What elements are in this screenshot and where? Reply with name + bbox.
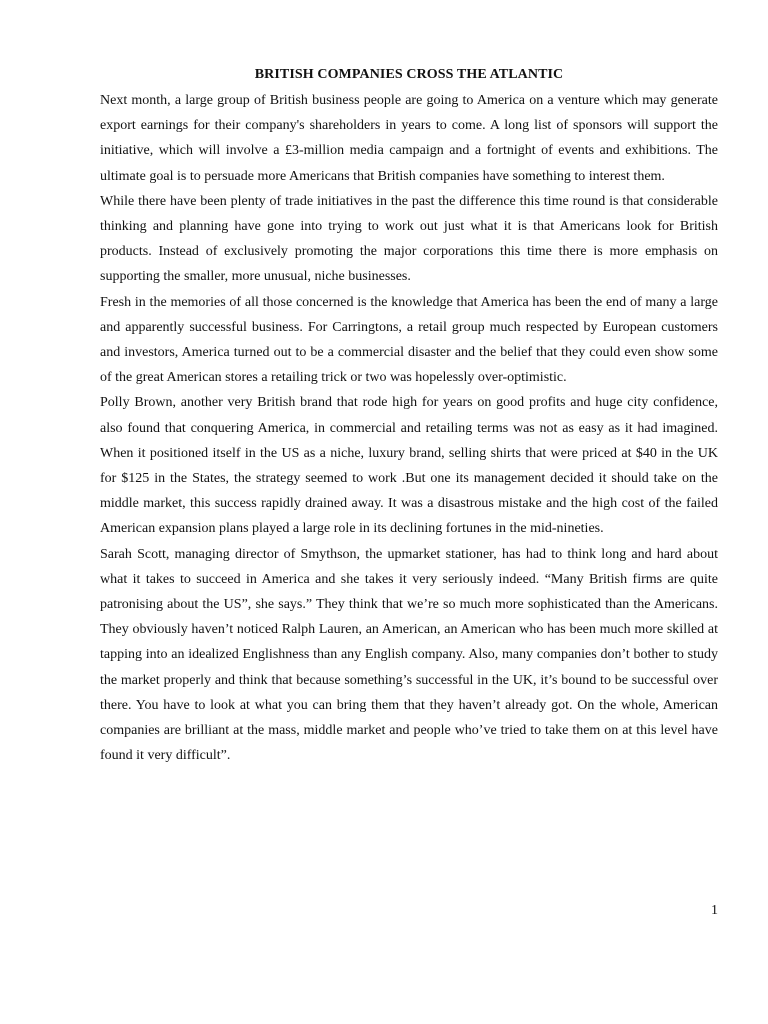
paragraph-1: Next month, a large group of British business people are going to America on a venture which may generate export earnings for their company's shareholders in years to come. A long list of sponsors will support the initiative, which will involve a £3-million media campaign and a fortnight of events and exhibitions. The ultimate goal is to persuade more Americans that British companies have something to interest them. xyxy=(100,93,718,184)
page-number: 1 xyxy=(711,903,718,918)
document-body xyxy=(100,88,718,768)
document-title: BRITISH COMPANIES CROSS THE ATLANTIC xyxy=(254,67,564,82)
paragraph-3: Fresh in the memories of all those concerned is the knowledge that America has been the end of many a large and apparently successful business. For Carringtons, a retail group much respected by European customers and investors, America turned out to be a commercial disaster and the belief that they could even show some of the great American stores a retailing trick or two was hopelessly over-optimistic. xyxy=(100,294,718,386)
paragraph-2: While there have been plenty of trade initiatives in the past the difference this time round is that considerable thinking and planning have gone into trying to work out just what it is that Americans look for British products. Instead of exclusively promoting the major corporations this time there is more emphasis on supporting the smaller, more unusual, niche businesses. xyxy=(100,193,718,285)
paragraph-4: Polly Brown, another very British brand that rode high for years on good profits and huge city confidence, also found that conquering America, in commercial and retailing terms was not as easy as it had imagined. When it positioned itself in the US as a niche, luxury brand, selling shirts that were priced at $40 in the UK for $125 in the States, the strategy seemed to work .But one its management decided it should take on the middle market, this success rapidly drained away. It was a disastrous mistake and the high cost of the failed American expansion plans played a large role in its declining fortunes in the mid-nineties. xyxy=(100,395,718,537)
paragraph-5: Sarah Scott, managing director of Smythson, the upmarket stationer, has had to think long and hard about what it takes to succeed in America and she takes it very seriously indeed. “Many British firms are quite patronising about the US”, she says.” They think that we’re so much more sophisticated than the Americans. They obviously haven’t noticed Ralph Lauren, an American, an American who has been much more skilled at tapping into an idealized Englishness than any English company. Also, many companies don’t bother to study the market properly and think that because something’s successful in the UK, it’s bound to be successful over there. You have to look at what you can bring them that they haven’t already got. On the whole, American companies are brilliant at the mass, middle market and people who’ve tried to take them on at this level have found it very difficult”. xyxy=(100,546,718,764)
